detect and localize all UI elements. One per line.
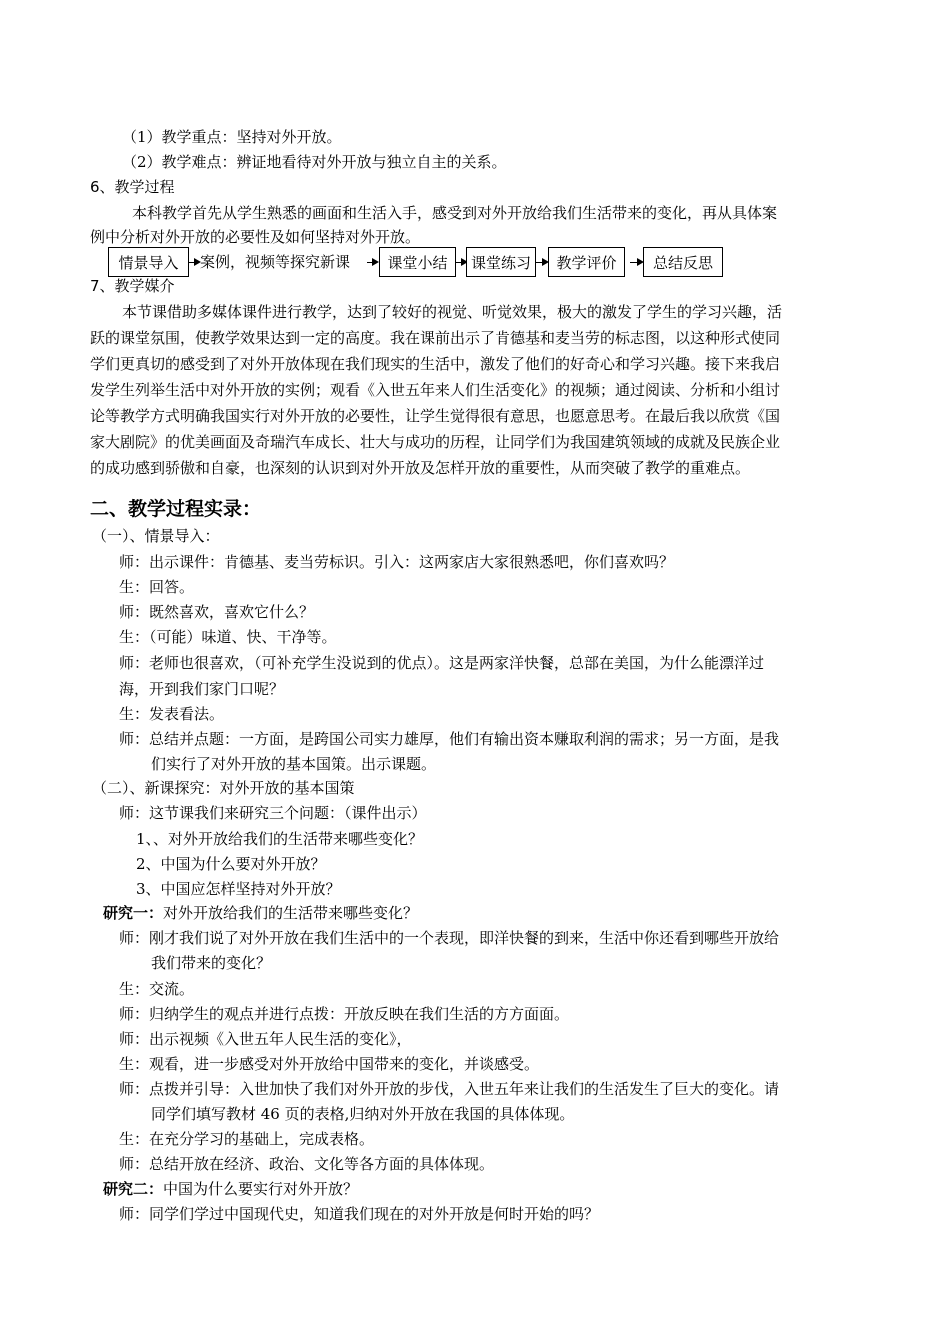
paragraph-line: 跃的课堂氛围，使教学效果达到一定的高度。我在课前出示了肯德基和麦当劳的标志图，以这种形式使同 <box>90 329 781 347</box>
dialogue-line: 师：总结开放在经济、政治、文化等各方面的具体体现。 <box>119 1155 495 1173</box>
dialogue-line: 们实行了对外开放的基本国策。出示课题。 <box>151 755 437 773</box>
flow-arrow <box>456 262 466 263</box>
study-2-question: 中国为什么要实行对外开放？ <box>163 1180 359 1198</box>
flow-arrow <box>367 262 377 263</box>
section-7-heading: 7、教学媒介 <box>90 277 175 295</box>
dialogue-line: 生：发表看法。 <box>119 705 225 723</box>
study-1-label: 研究一： <box>103 904 164 922</box>
dialogue-line: 我们带来的变化？ <box>151 954 272 972</box>
question-item: 2、中国为什么要对外开放？ <box>136 855 326 873</box>
teaching-difficulty: （2）教学难点：辨证地看待对外开放与独立自主的关系。 <box>122 153 507 171</box>
dialogue-line: 海，开到我们家门口呢？ <box>119 680 285 698</box>
paragraph-line: 家大剧院》的优美画面及奇瑞汽车成长、壮大与成功的历程，让同学们为我国建筑领域的成就及民族企业 <box>90 433 781 451</box>
dialogue-line: 师：刚才我们说了对外开放在我们生活中的一个表现，即洋快餐的到来，生活中你还看到哪些开放给 <box>119 929 780 947</box>
dialogue-line: 生：在充分学习的基础上，完成表格。 <box>119 1130 375 1148</box>
dialogue-line: 生：交流。 <box>119 980 195 998</box>
dialogue-line: 生：（可能）味道、快、干净等。 <box>119 628 337 646</box>
flow-step-intro: 情景导入 <box>108 247 189 277</box>
dialogue-line: 师：同学们学过中国现代史，知道我们现在的对外开放是何时开始的吗？ <box>119 1205 600 1223</box>
study-1-question: 对外开放给我们的生活带来哪些变化？ <box>163 904 419 922</box>
dialogue-line: 师：出示视频《入世五年人民生活的变化》， <box>119 1030 412 1048</box>
teaching-focus: （1）教学重点：坚持对外开放。 <box>122 128 342 146</box>
dialogue-line: 师：老师也很喜欢，（可补充学生没说到的优点）。这是两家洋快餐，总部在美国，为什么能漂洋过 <box>119 654 765 672</box>
question-item: 1、、对外开放给我们的生活带来哪些变化？ <box>136 830 424 848</box>
flow-arrow <box>189 262 199 263</box>
dialogue-line: 生：观看，进一步感受对外开放给中国带来的变化，并谈感受。 <box>119 1055 540 1073</box>
dialogue-line: 同学们填写教材 46 页的表格,归纳对外开放在我国的具体体现。 <box>151 1105 575 1123</box>
part-2-intro: 师：这节课我们来研究三个问题：（课件出示） <box>119 804 427 822</box>
flow-step-explore: 案例，视频等探究新课 <box>200 253 351 271</box>
dialogue-line: 师：总结并点题：一方面，是跨国公司实力雄厚，他们有输出资本赚取利润的需求；另一方面，是我 <box>119 730 780 748</box>
flow-step-reflection: 总结反思 <box>643 247 723 277</box>
record-heading: 二、教学过程实录： <box>90 498 262 520</box>
part-2-heading: （二）、新课探究：对外开放的基本国策 <box>92 779 355 797</box>
flow-step-summary: 课堂小结 <box>379 247 456 277</box>
section-6-para-line: 例中分析对外开放的必要性及如何坚持对外开放。 <box>90 228 421 246</box>
paragraph-line: 本节课借助多媒体课件进行教学，达到了较好的视觉、听觉效果，极大的激发了学生的学习兴趣，活 <box>122 303 783 321</box>
question-item: 3、中国应怎样坚持对外开放？ <box>136 880 341 898</box>
paragraph-line: 论等教学方式明确我国实行对外开放的必要性，让学生觉得很有意思，也愿意思考。在最后我以欣赏《国 <box>90 407 781 425</box>
flow-arrow <box>536 262 547 263</box>
paragraph-line: 发学生列举生活中对外开放的实例；观看《入世五年来人们生活变化》的视频；通过阅读、分析和小组讨 <box>90 381 781 399</box>
dialogue-line: 生：回答。 <box>119 578 195 596</box>
dialogue-line: 师：既然喜欢，喜欢它什么？ <box>119 603 315 621</box>
flow-step-practice: 课堂练习 <box>466 247 536 277</box>
flow-step-evaluation: 教学评价 <box>548 247 625 277</box>
section-6-heading: 6、教学过程 <box>90 178 175 196</box>
flow-arrow <box>630 262 642 263</box>
paragraph-line: 学们更真切的感受到了对外开放体现在我们现实的生活中，激发了他们的好奇心和学习兴趣。接下来我启 <box>90 355 781 373</box>
dialogue-line: 师：归纳学生的观点并进行点拨：开放反映在我们生活的方方面面。 <box>119 1005 570 1023</box>
paragraph-line: 的成功感到骄傲和自豪，也深刻的认识到对外开放及怎样开放的重要性，从而突破了教学的重难点。 <box>90 459 751 477</box>
study-2-heading <box>103 1179 358 1199</box>
part-1-heading: （一）、情景导入： <box>92 527 220 545</box>
dialogue-line: 师：点拨并引导：入世加快了我们对外开放的步伐，入世五年来让我们的生活发生了巨大的变化。请 <box>119 1080 780 1098</box>
study-2-label: 研究二： <box>103 1180 164 1198</box>
section-6-para-line: 本科教学首先从学生熟悉的画面和生活入手，感受到对外开放给我们生活带来的变化，再从具体案 <box>132 204 778 222</box>
dialogue-line: 师：出示课件：肯德基、麦当劳标识。引入：这两家店大家很熟悉吧，你们喜欢吗？ <box>119 553 675 571</box>
study-1-heading <box>103 903 418 923</box>
